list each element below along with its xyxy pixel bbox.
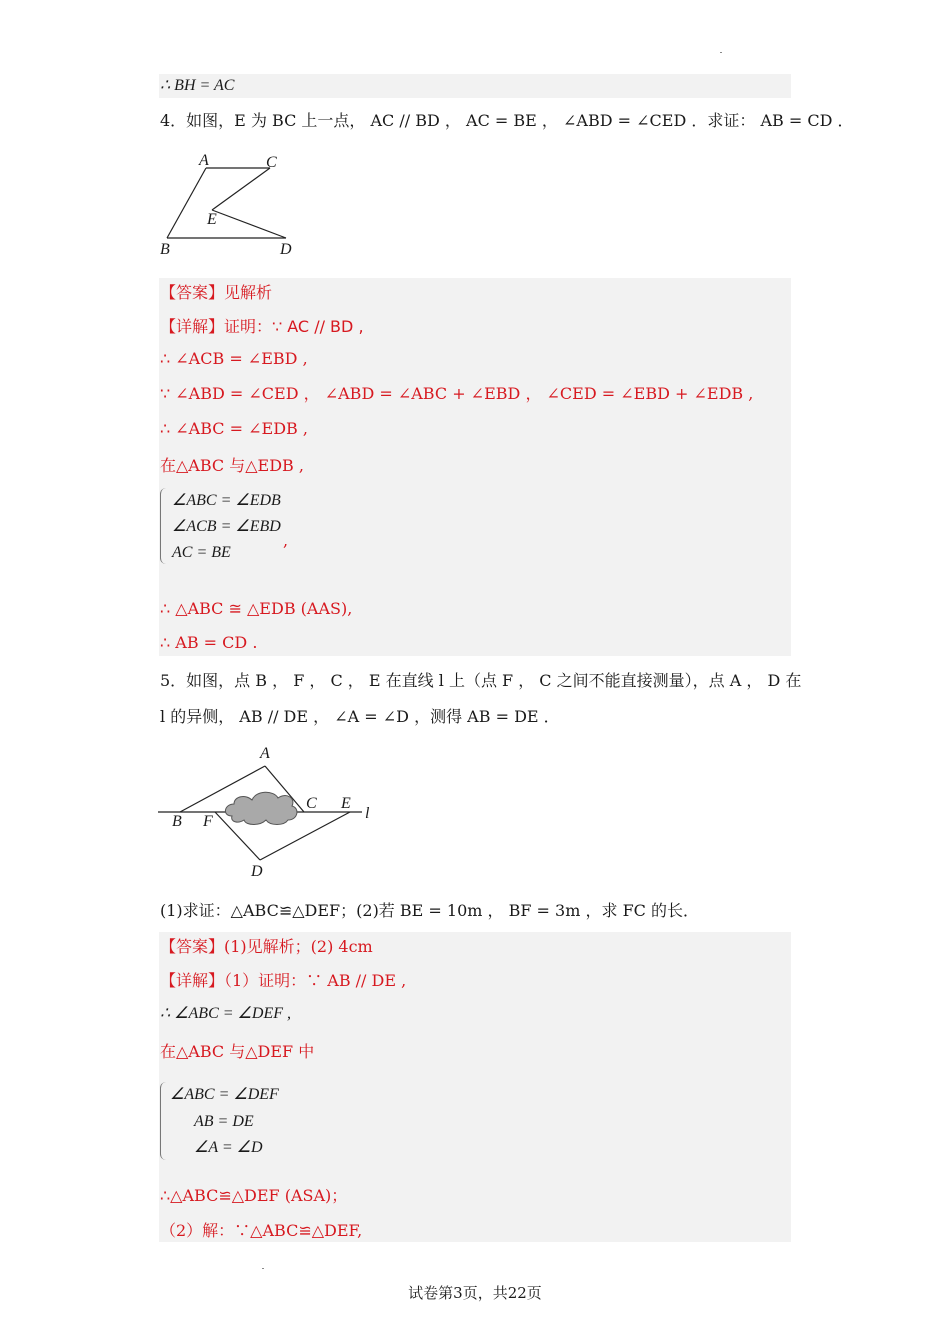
scan-speck xyxy=(262,1268,264,1269)
q5-label-e: E xyxy=(341,795,351,812)
scan-speck xyxy=(720,52,722,53)
q5-line-3: 在△ABC 与△DEF 中 xyxy=(160,1042,315,1061)
q4-system-3: AC = BE xyxy=(172,544,231,561)
q5-figure xyxy=(152,740,382,882)
q4-system-end: , xyxy=(283,531,289,550)
q4-detail-2: ∴ ∠ACB = ∠EBD , xyxy=(160,349,308,368)
q5-question: (1)求证：△ABC≌△DEF；(2)若 BE = 10m ， BF = 3m ，求 FC 的长． xyxy=(160,901,700,920)
q4-system-2: ∠ACB = ∠EBD xyxy=(172,518,281,535)
q5-system-2: AB = DE xyxy=(194,1113,254,1130)
q4-label-b: B xyxy=(160,241,170,258)
q4-detail-3: ∵ ∠ABD = ∠CED ， ∠ABD = ∠ABC + ∠EBD ， ∠CED = ∠EBD + ∠EDB , xyxy=(160,384,754,403)
q4-conclusion-2: ∴ AB = CD . xyxy=(160,633,258,652)
q4-label-a: A xyxy=(199,152,209,169)
q4-label-e: E xyxy=(207,211,217,228)
page-footer: 试卷第3页，共22页 xyxy=(408,1284,542,1302)
q4-conclusion-1: ∴ △ABC ≅ △EDB (AAS), xyxy=(160,599,353,618)
q5-label-c: C xyxy=(306,795,317,812)
q5-label-d: D xyxy=(251,863,263,880)
q5-text-2: l 的异侧， AB // DE ， ∠A = ∠D ，测得 AB = DE ． xyxy=(160,707,560,726)
q5-system-1: ∠ABC = ∠DEF xyxy=(170,1086,279,1103)
q5-system-3: ∠A = ∠D xyxy=(194,1139,263,1156)
q4-detail-1: 【详解】证明：∵ AC // BD , xyxy=(160,317,364,336)
q4-text: 4．如图，E 为 BC 上一点， AC // BD ， AC = BE ， ∠ABD = ∠CED ．求证： AB = CD ． xyxy=(160,111,854,130)
q4-system-brace xyxy=(160,488,169,564)
q5-label-a: A xyxy=(260,745,270,762)
q4-label-d: D xyxy=(280,241,292,258)
q4-system-1: ∠ABC = ∠EDB xyxy=(172,492,281,509)
q5-label-f: F xyxy=(203,813,213,830)
q5-label-l: l xyxy=(365,805,370,822)
q5-label-b: B xyxy=(172,813,182,830)
q5-line-2: ∴ ∠ABC = ∠DEF , xyxy=(160,1005,291,1022)
q4-figure xyxy=(152,150,312,265)
q4-detail-5: 在△ABC 与△EDB , xyxy=(160,456,304,475)
q4-detail-4: ∴ ∠ABC = ∠EDB , xyxy=(160,419,308,438)
q4-label-c: C xyxy=(266,154,277,171)
top-conclusion: ∴ BH = AC xyxy=(160,77,235,94)
q5-part2: （2）解：∵△ABC≌△DEF, xyxy=(160,1221,363,1240)
answer-block-top xyxy=(159,74,791,98)
q5-system-brace xyxy=(160,1082,169,1160)
q5-detail-1: 【详解】（1）证明：∵ AB // DE , xyxy=(160,971,407,990)
q5-answer: 【答案】(1)见解析；(2) 4cm xyxy=(160,937,373,956)
q4-answer: 【答案】见解析 xyxy=(160,283,273,302)
q5-text-1: 5．如图，点 B ， F ， C ， E 在直线 l 上（点 F ， C 之间不能直接测量），点 A ， D 在 xyxy=(160,671,802,690)
q5-conclusion: ∴△ABC≌△DEF (ASA)； xyxy=(160,1186,348,1205)
